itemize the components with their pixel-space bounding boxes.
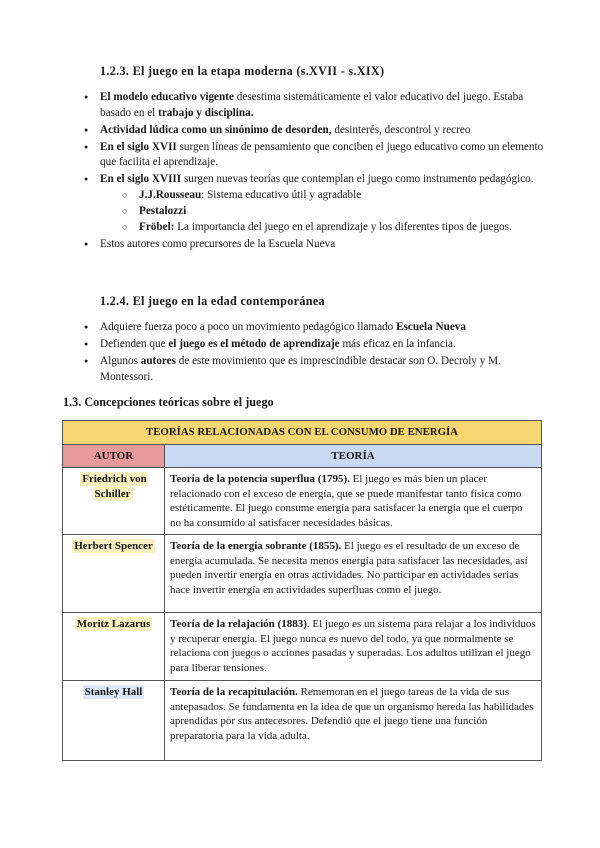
table-row (63, 468, 542, 535)
author-cell (63, 535, 165, 613)
author-cell (63, 681, 165, 761)
theory-cell: Teoría de la potencia superflua (1795). El juego es más bien un placer relacionado con el exceso de energía, que se puede manifestar tanto física como estéticamente. El juego consume energía para satisfacer la energía que el cuerpo no ha consumido al satisfacer necesidades básicas. (165, 468, 542, 535)
table-header-row (63, 444, 542, 468)
sublist-item: ○ Pestalozzi (122, 204, 544, 220)
author-name: Friedrich von Schiller (82, 473, 147, 500)
modern-era-list (84, 90, 544, 254)
author-name: Stanley Hall (84, 686, 143, 698)
list-item: ● En el siglo XVIII surgen nuevas teorías que contemplan el juego como instrumento pedagógico. ○ J.J.Rousseau: Sistema educativo útil y agradable ○ Pestalozzi ○ Fröbel: La importancia del juego en el aprendizaje y los diferentes tipos de juegos. (84, 172, 544, 235)
list-item: ● Adquiere fuerza poco a poco un movimiento pedagógico llamado Escuela Nueva (84, 320, 544, 336)
list-item: ● Defienden que el juego es el método de aprendizaje más eficaz en la infancia. (84, 337, 544, 353)
list-item: ● Estos autores como precursores de la Escuela Nueva (84, 237, 544, 253)
list-item: ● El modelo educativo vigente desestima sistemáticamente el valor educativo del juego. Estaba basado en el trabajo y disciplina. (84, 90, 544, 121)
author-cell (63, 468, 165, 535)
theory-cell: Teoría de la energía sobrante (1855). El juego es el resultado de un exceso de energía acumulada. Se necesita menos energía para satisfacer las necesidades, así pueden invertir energía en otras actividades. No participar en actividades serias hace invertir energía en actividades superfluas como el juego. (165, 535, 542, 613)
table-title-row (63, 421, 542, 445)
author-cell (63, 613, 165, 681)
theory-cell: Teoría de la recapitulación. Rememoran en el juego tareas de la vida de sus antepasados. Se fundamenta en la idea de que un organismo hereda las habilidades aprendidas por sus antecesores. Defendió que el juego tiene una función preparatoria para la vida adulta. (165, 681, 542, 761)
theory-cell: Teoría de la relajación (1883). El juego es un sistema para relajar a los individuos y recuperar energía. El juego nunca es nuevo del todo, ya que normalmente se relaciona con juegos o acciones pasadas y superadas. Los adultos utilizan el juego para liberar tensiones. (165, 613, 542, 681)
column-header-teoria: TEORÍA (165, 444, 542, 468)
table-row (63, 535, 542, 613)
author-name: Moritz Lazarus (76, 618, 151, 630)
list-item: ● Algunos autores de este movimiento que es imprescindible destacar son O. Decroly y M. Montessori. (84, 354, 544, 385)
authors-sublist (100, 188, 544, 236)
table-title: TEORÍAS RELACIONADAS CON EL CONSUMO DE ENERGÍA (63, 421, 542, 445)
section-heading-1-2-3: 1.2.3. El juego en la etapa moderna (s.XVII - s.XIX) (100, 64, 385, 78)
author-name: Herbert Spencer (74, 540, 153, 552)
section-heading-1-3: 1.3. Concepciones teóricas sobre el juego (63, 395, 274, 409)
list-item: ● Actividad lúdica como un sinónimo de desorden, desinterés, descontrol y recreo (84, 123, 544, 139)
sublist-item: ○ J.J.Rousseau: Sistema educativo útil y agradable (122, 188, 544, 204)
section-heading-1-2-4: 1.2.4. El juego en la edad contemporánea (100, 294, 325, 308)
table-row (63, 613, 542, 681)
column-header-autor: AUTOR (63, 444, 165, 468)
contemporary-era-list (84, 320, 544, 387)
table-row (63, 681, 542, 761)
sublist-item: ○ Fröbel: La importancia del juego en el aprendizaje y los diferentes tipos de juegos. (122, 220, 544, 236)
theories-table (62, 420, 542, 761)
list-item: ● En el siglo XVII surgen líneas de pensamiento que conciben el juego educativo como un elemento que facilita el aprendizaje. (84, 140, 544, 171)
